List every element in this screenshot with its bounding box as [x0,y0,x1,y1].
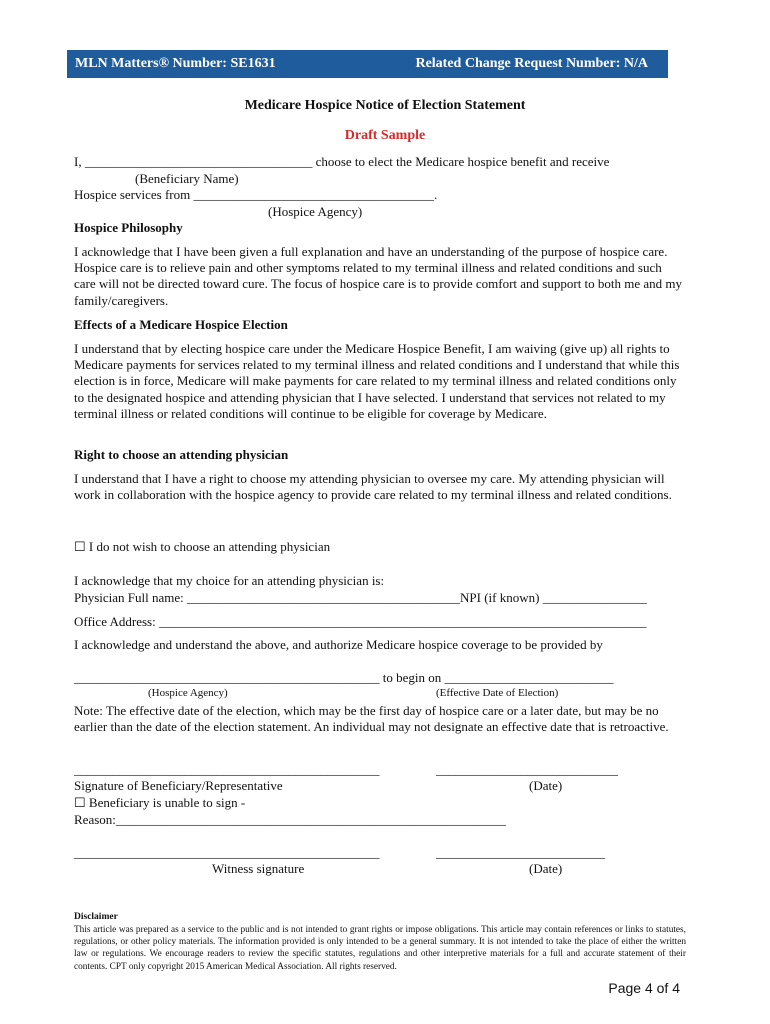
unable-to-sign-checkbox[interactable]: ☐ Beneficiary is unable to sign - [74,795,246,810]
witness-signature-line[interactable]: _______________________________________________ [74,845,380,860]
hospice-services-line: Hospice services from _____________________________________. [74,187,438,202]
beneficiary-date-line[interactable]: ____________________________ [436,762,618,777]
beneficiary-date-label: (Date) [529,778,563,793]
begin-agency-label: (Hospice Agency) [148,687,228,699]
note-text: Note: The effective date of the election, which may be the first day of hospice care or a later date, but may be no earlier than the date of the election statement. An individual may not designate an effective date that is retroactive. [74,703,669,735]
physician-name-field[interactable]: Physician Full name: __________________________________________NPI (if known) ________________ [74,590,647,605]
beneficiary-signature-line[interactable]: _______________________________________________ [74,762,380,777]
effects-text: I understand that by electing hospice care under the Medicare Hospice Benefit, I am waiving (give up) all rights to Medicare payments for services related to my terminal illness and related conditions and I understand that while this election is in force, Medicare will make payments for care related to my terminal illness and related conditions only to the designated hospice and attending physician that I have selected. I understand that services not related to my terminal illness or related conditions will continue to be eligible for coverage by Medicare. [74,341,680,421]
page-number: Page 4 of 4 [608,980,680,996]
right-heading: Right to choose an attending physician [74,447,289,462]
reason-field[interactable]: Reason:____________________________________________________________ [74,812,506,827]
witness-date-label: (Date) [529,861,563,876]
begin-line[interactable]: _______________________________________________ to begin on __________________________ [74,670,614,685]
disclaimer-text: This article was prepared as a service to the public and is not intended to grant rights or impose obligations. This article may contain references or links to statutes, regulations, or other policy materials. The information provided is only intended to be a general summary. It is not intended to take the place of either the written law or regulations. We encourage readers to review the specific statutes, regulations and other interpretive materials for a full and accurate statement of their contents. CPT only copyright 2015 American Medical Association. All rights reserved. [74,925,686,972]
philosophy-heading: Hospice Philosophy [74,220,183,235]
beneficiary-signature-label: Signature of Beneficiary/Representative [74,778,283,793]
witness-date-line[interactable]: __________________________ [436,845,605,860]
physician-acknowledge: I acknowledge that my choice for an attending physician is: [74,573,385,588]
header-bar [67,50,668,78]
document-title: Medicare Hospice Notice of Election Statement [244,98,526,113]
witness-signature-label: Witness signature [212,861,305,876]
draft-label: Draft Sample [344,128,426,143]
mln-number: MLN Matters® Number: SE1631 [75,56,276,71]
change-request-number: Related Change Request Number: N/A [415,56,648,71]
office-address-field[interactable]: Office Address: ___________________________________________________________________________ [74,614,647,629]
hospice-agency-label: (Hospice Agency) [268,204,363,219]
disclaimer-title: Disclaimer [74,912,118,922]
philosophy-text: I acknowledge that I have been given a full explanation and have an understanding of the purpose of hospice care. Hospice care is to relieve pain and other symptoms related to my terminal illness and related conditions and such care will not be directed toward cure. The focus of hospice care is to provide comfort and support to both me and my family/caregivers. [74,244,683,308]
beneficiary-line: I, ___________________________________ choose to elect the Medicare hospice benefit and receive [74,154,610,169]
right-text: I understand that I have a right to choose my attending physician to oversee my care. My attending physician will work in collaboration with the hospice agency to provide care related to my terminal illness and related conditions. [74,471,672,503]
no-physician-checkbox[interactable]: ☐ I do not wish to choose an attending physician [74,539,331,554]
beneficiary-name-label: (Beneficiary Name) [135,171,239,186]
authorize-text: I acknowledge and understand the above, and authorize Medicare hospice coverage to be provided by [74,637,603,652]
effects-heading: Effects of a Medicare Hospice Election [74,317,288,332]
effective-date-label: (Effective Date of Election) [436,687,559,699]
